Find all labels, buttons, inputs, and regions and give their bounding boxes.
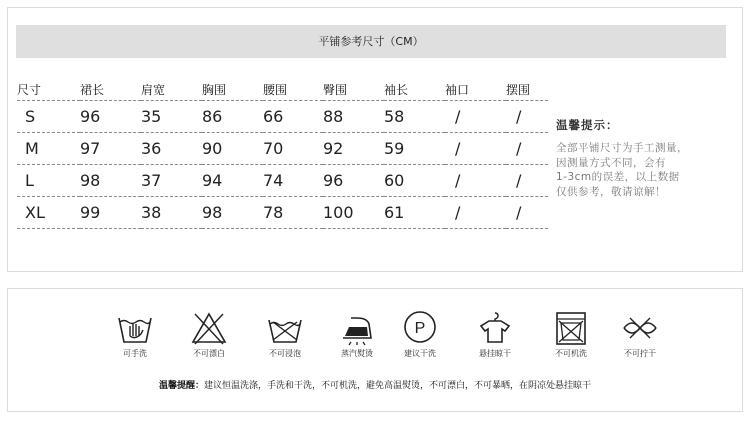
table-cell: 35 <box>141 101 202 133</box>
table-cell: 58 <box>384 101 445 133</box>
table-cell: / <box>506 133 548 165</box>
care-item-steam-iron <box>322 310 392 359</box>
table-cell: 100 <box>323 197 384 229</box>
care-label: 不可拧干 <box>624 349 656 358</box>
size-table <box>17 78 548 229</box>
table-row <box>17 101 548 133</box>
table-cell: 37 <box>141 165 202 197</box>
tip-title: 温馨提示： <box>556 118 619 132</box>
hand-wash-icon <box>115 310 155 346</box>
care-label: 悬挂晾干 <box>479 349 511 358</box>
column-header: 尺寸 <box>17 78 80 101</box>
column-header: 袖口 <box>445 78 506 101</box>
care-note-label: 温馨提醒： <box>158 381 204 391</box>
care-label: 不可浸泡 <box>269 349 301 358</box>
table-row <box>17 133 548 165</box>
dry-clean-icon <box>400 310 440 346</box>
table-cell: M <box>17 133 80 165</box>
table-cell: 78 <box>263 197 323 229</box>
tip-line: 全部平铺尺寸为手工测量， <box>556 142 688 154</box>
care-note <box>0 378 750 391</box>
table-cell: L <box>17 165 80 197</box>
no-bleach-icon <box>189 310 229 346</box>
care-label: 建议干洗 <box>404 349 436 358</box>
no-wring-icon <box>620 310 660 346</box>
care-item-no-machine-wash <box>536 310 606 359</box>
tip-line: 因测量方式不同，会有 <box>556 156 666 169</box>
care-item-hand-wash <box>100 310 170 359</box>
care-label: 不可漂白 <box>193 349 225 358</box>
table-cell: 70 <box>263 133 323 165</box>
table-cell: S <box>17 101 80 133</box>
table-cell: / <box>445 165 506 197</box>
table-cell: / <box>506 197 548 229</box>
column-header: 袖长 <box>384 78 445 101</box>
care-item-no-wring <box>605 310 675 359</box>
table-cell: 59 <box>384 133 445 165</box>
table-cell: / <box>506 165 548 197</box>
tip-line: 1-3cm的误差，以上数据 <box>556 171 680 183</box>
size-table-header <box>17 78 548 101</box>
care-item-no-soak <box>250 310 320 359</box>
care-label: 不可机洗 <box>555 349 587 358</box>
table-cell: / <box>445 133 506 165</box>
table-cell: 98 <box>80 165 141 197</box>
table-cell: 61 <box>384 197 445 229</box>
table-cell: 66 <box>263 101 323 133</box>
care-label: 蒸汽熨烫 <box>341 349 373 358</box>
care-item-dry-clean <box>385 310 455 359</box>
care-note-text: 建议恒温洗涤，手洗和干洗，不可机洗，避免高温熨烫，不可漂白，不可暴晒，在阴凉处悬挂晾干 <box>204 381 592 391</box>
table-cell: 97 <box>80 133 141 165</box>
hang-dry-icon <box>475 310 515 346</box>
table-cell: 96 <box>80 101 141 133</box>
table-cell: XL <box>17 197 80 229</box>
no-soak-icon <box>265 310 305 346</box>
column-header: 腰围 <box>263 78 323 101</box>
column-header: 臀围 <box>323 78 384 101</box>
table-cell: 86 <box>202 101 263 133</box>
size-chart-title: 平铺参考尺寸（CM） <box>16 25 726 58</box>
steam-iron-icon <box>337 310 377 346</box>
column-header: 胸围 <box>202 78 263 101</box>
table-cell: 36 <box>141 133 202 165</box>
tip-body <box>556 141 721 199</box>
svg-text:P: P <box>414 320 426 337</box>
care-item-no-bleach <box>174 310 244 359</box>
table-cell: 38 <box>141 197 202 229</box>
table-cell: / <box>506 101 548 133</box>
tip-line: 仅供参考，敬请谅解！ <box>556 185 666 198</box>
table-cell: / <box>445 101 506 133</box>
table-cell: 99 <box>80 197 141 229</box>
table-row <box>17 197 548 229</box>
table-cell: 96 <box>323 165 384 197</box>
table-cell: 88 <box>323 101 384 133</box>
table-cell: / <box>445 197 506 229</box>
table-cell: 60 <box>384 165 445 197</box>
table-cell: 98 <box>202 197 263 229</box>
table-cell: 94 <box>202 165 263 197</box>
warm-tip <box>556 117 721 199</box>
column-header: 肩宽 <box>141 78 202 101</box>
table-cell: 90 <box>202 133 263 165</box>
column-header: 裙长 <box>80 78 141 101</box>
table-cell: 74 <box>263 165 323 197</box>
column-header: 摆围 <box>506 78 548 101</box>
care-item-hang-dry <box>460 310 530 359</box>
table-cell: 92 <box>323 133 384 165</box>
care-label: 可手洗 <box>123 349 147 358</box>
table-row <box>17 165 548 197</box>
no-machine-wash-icon <box>551 310 591 346</box>
